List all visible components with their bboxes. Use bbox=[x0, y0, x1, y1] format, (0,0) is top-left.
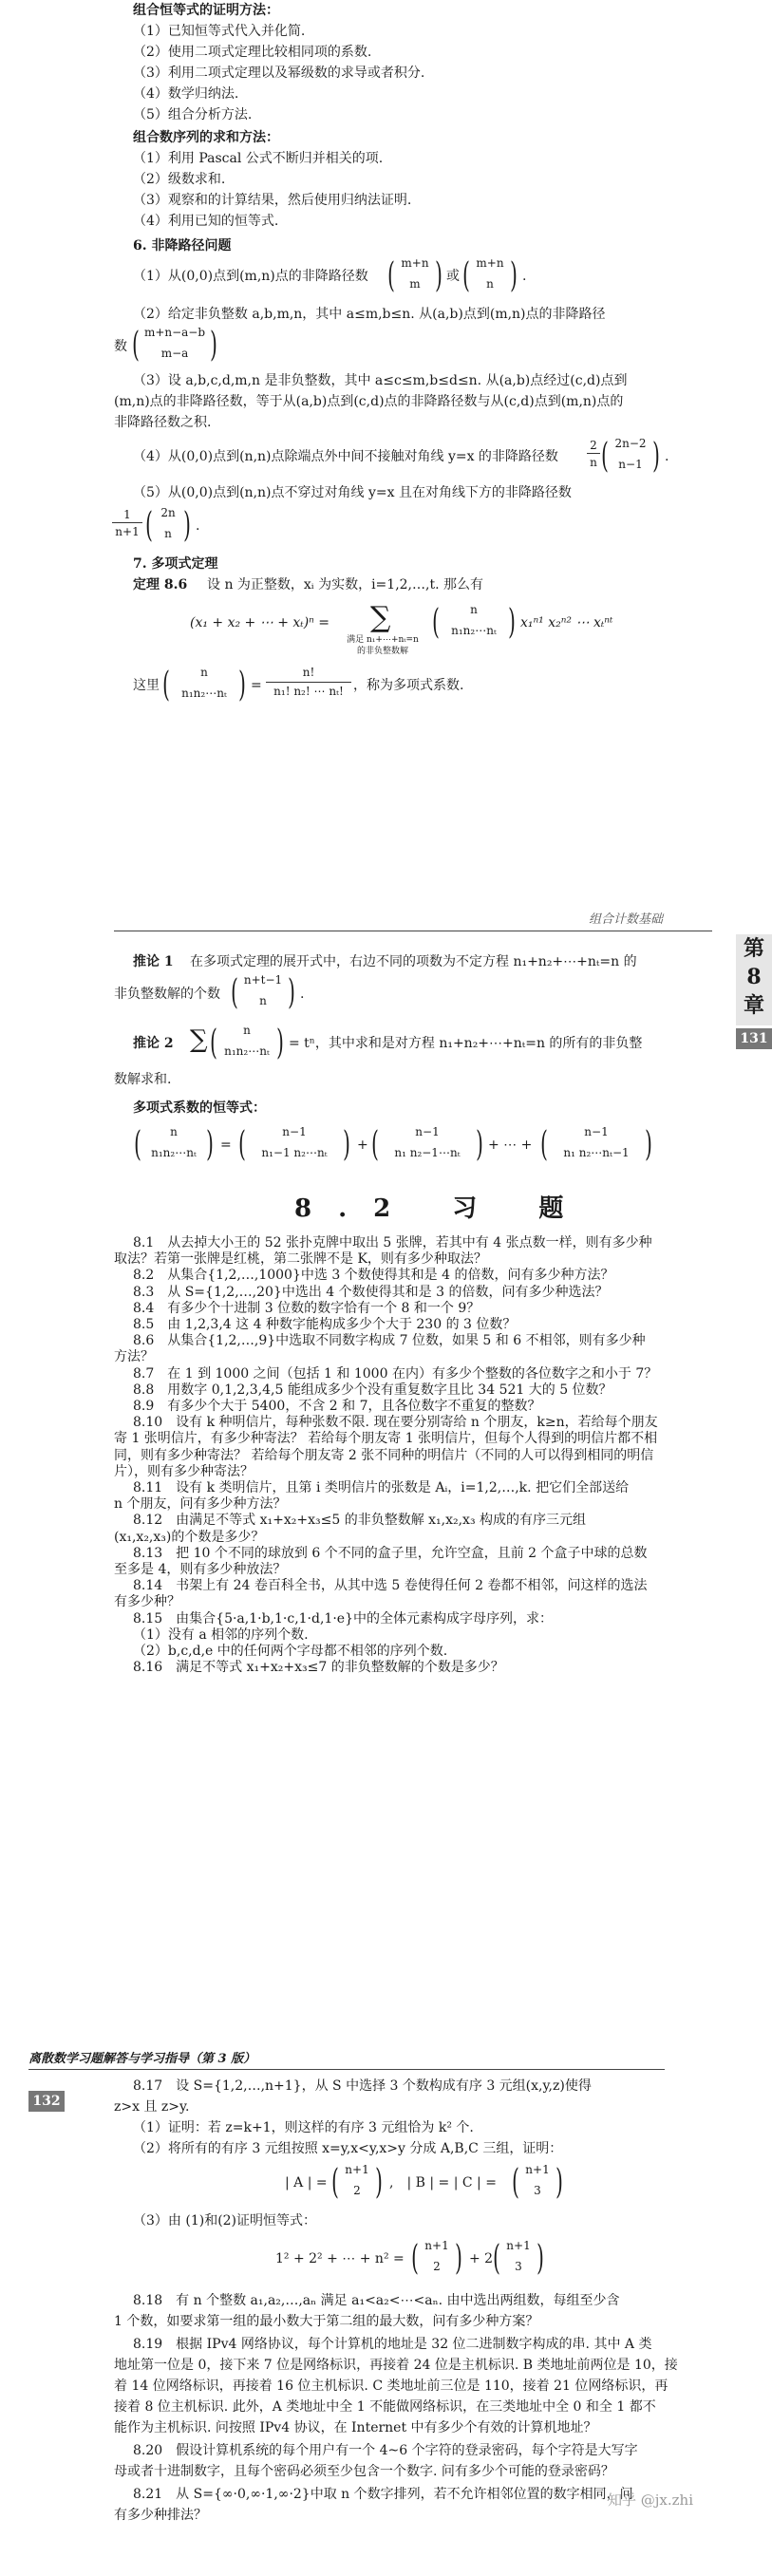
binom-left-paren: ( bbox=[134, 1125, 141, 1164]
exercise-text: 8.18 有 n 个整数 a₁,a₂,…,aₙ 满足 a₁<a₂<⋯<aₙ. 由中选出两组数，每组至少含 bbox=[133, 2293, 620, 2308]
equals: = bbox=[220, 1138, 232, 1153]
equals: = bbox=[251, 678, 262, 693]
binom-bottom: n₁n₂⋯nₜ bbox=[224, 1044, 270, 1058]
section-title: 8.2 习 题 bbox=[294, 1194, 591, 1223]
binom-right-paren: ) bbox=[210, 326, 217, 365]
binom-bottom: n bbox=[259, 994, 267, 1007]
section-7-heading: 7. 多项式定理 bbox=[133, 556, 218, 572]
binom-left-paren: ( bbox=[145, 506, 153, 545]
exercise-text: （2）将所有的有序 3 元组按照 x=y,x<y,x>y 分成 A,B,C 三组，证明： bbox=[133, 2141, 563, 2156]
exercise-line: 8.15 由集合{5·a,1·b,1·c,1·d,1·e}中的全体元素构成字母序列，求： bbox=[133, 1610, 553, 1626]
fraction-numerator: 2 bbox=[590, 439, 597, 452]
binom-left-paren: ( bbox=[132, 326, 140, 365]
exercise-text: 1 个数，如要求第一组的最小数大于第二组的最大数，问有多少种方案？ bbox=[114, 2314, 539, 2329]
identity-proof-heading: 组合恒等式的证明方法： bbox=[133, 3, 279, 18]
here-suffix: ，称为多项式系数. bbox=[353, 678, 464, 693]
fraction-denominator: n₁! n₂! ⋯ nₜ! bbox=[273, 685, 344, 698]
fraction-bar bbox=[266, 682, 351, 683]
binom-left-paren: ( bbox=[231, 973, 238, 1012]
binom-right-paren: ) bbox=[375, 2163, 383, 2202]
identity-heading: 多项式系数的恒等式： bbox=[133, 1100, 266, 1116]
watermark: 知乎 @jx.zhi bbox=[608, 2491, 694, 2509]
sum-method-heading: 组合数序列的求和方法： bbox=[133, 130, 279, 145]
plus-ellipsis: + ⋯ + bbox=[488, 1138, 533, 1153]
exercise-line: 8.5 由 1,2,3,4 这 4 种数字能构成多少个大于 230 的 3 位数？ bbox=[133, 1317, 517, 1332]
identity-method: （3）利用二项式定理以及幂级数的求导或者积分. bbox=[133, 66, 425, 81]
binom-left-paren: ( bbox=[493, 2239, 500, 2278]
binom-top: n−1 bbox=[584, 1125, 609, 1138]
exercise-line: 8.2 从集合{1,2,…,1000}中选 3 个数使得其和是 4 的倍数，问有多少种方法？ bbox=[133, 1268, 614, 1284]
binom-bottom: m bbox=[409, 277, 421, 291]
binom-right-paren: ) bbox=[206, 1125, 214, 1164]
binom-right-paren: ) bbox=[555, 2163, 563, 2202]
binom-bottom: n₁n₂⋯nₜ bbox=[151, 1146, 197, 1159]
exercise-line: 8.11 设有 k 类明信片，且第 i 类明信片的张数是 Aᵢ，i=1,2,…,k. 把它们全部送给 bbox=[133, 1480, 630, 1495]
exercise-text: 8.17 设 S={1,2,…,n+1}，从 S 中选择 3 个数构成有序 3 元组(x,y,z)使得 bbox=[133, 2078, 592, 2094]
exercise-text: 有多少种排法？ bbox=[114, 2508, 207, 2523]
identity-method: （4）数学归纳法. bbox=[133, 86, 239, 102]
binom-right-paren: ) bbox=[652, 437, 660, 476]
running-header: 离散数学习题解答与学习指导（第 3 版） bbox=[28, 2052, 256, 2066]
binom-bottom: n−1 bbox=[618, 458, 643, 471]
binom-bottom: n bbox=[486, 277, 494, 291]
binom-left-paren: ( bbox=[331, 2163, 339, 2202]
page-3 bbox=[0, 2051, 772, 2576]
binom-top: n+1 bbox=[525, 2163, 550, 2176]
exercise-line: 方法？ bbox=[114, 1349, 154, 1365]
fraction-denominator: n+1 bbox=[115, 525, 140, 538]
binom-left-paren: ( bbox=[432, 603, 440, 642]
binom-top: n bbox=[243, 1024, 251, 1037]
binom-left-paren: ( bbox=[411, 2239, 419, 2278]
sum-symbol: ∑ bbox=[370, 601, 391, 634]
binom-bottom: n₁−1 n₂⋯nₜ bbox=[261, 1146, 328, 1159]
exercise-line: （2）b,c,d,e 中的任何两个字母都不相邻的序列个数. bbox=[133, 1644, 448, 1659]
exercise-line: (x₁,x₂,x₃)的个数是多少？ bbox=[114, 1529, 265, 1545]
binom-bottom: n₁ n₂⋯nₜ−1 bbox=[563, 1146, 630, 1159]
theorem-text: 设 n 为正整数，xᵢ 为实数，i=1,2,…,t. 那么有 bbox=[207, 577, 483, 592]
binom-bottom: 3 bbox=[515, 2260, 522, 2273]
page-2 bbox=[0, 912, 772, 1685]
exercise-line: 有多少种？ bbox=[114, 1594, 180, 1610]
binom-top: n−1 bbox=[415, 1125, 440, 1138]
exercise-text: （1）证明：若 z=k+1，则这样的有序 3 元组恰为 k² 个. bbox=[133, 2120, 474, 2135]
section-6-heading: 6. 非降路径问题 bbox=[133, 238, 232, 254]
binom-top: m+n bbox=[401, 256, 429, 270]
sum-condition: 的非负整数解 bbox=[356, 647, 408, 656]
exercise-line: 8.9 有多少个大于 5400，不含 2 和 7，且各位数字不重复的整数？ bbox=[133, 1399, 541, 1414]
binom-right-paren: ) bbox=[288, 973, 295, 1012]
binom-top: n+t−1 bbox=[243, 973, 283, 987]
exercise-line: 8.10 设有 k 种明信片，每种张数不限. 现在要分别寄给 n 个朋友，k≥n，若给每个朋友 bbox=[133, 1415, 658, 1431]
exercise-line: 8.7 在 1 到 1000 之间（包括 1 和 1000 在内）有多少个整数的各位数字之和小于 7？ bbox=[133, 1365, 658, 1382]
page-number: 132 bbox=[28, 2091, 65, 2112]
exercise-line: 8.14 书架上有 24 卷百科全书，从其中选 5 卷使得任何 2 卷都不相邻，问这样的选法 bbox=[133, 1578, 648, 1594]
plus: + bbox=[357, 1138, 368, 1153]
exercise-line: 8.8 用数字 0,1,2,3,4,5 能组成多少个没有重复数字且比 34 521 大的 5 位数？ bbox=[133, 1382, 612, 1398]
plus-two: + 2 bbox=[469, 2251, 494, 2266]
exercise-text: 8.20 假设计算机系统的每个用户有一个 4~6 个字符的登录密码，每个字符是大写字 bbox=[133, 2443, 638, 2458]
or-text: 或 bbox=[446, 269, 460, 284]
exercise-line: （1）没有 a 相邻的序列个数. bbox=[133, 1626, 309, 1643]
path-item-3-cont: 非降路径数之积. bbox=[114, 415, 212, 430]
running-header: 组合计数基础 bbox=[589, 912, 664, 927]
binom-top: n+1 bbox=[424, 2239, 449, 2252]
binom-top: n+1 bbox=[345, 2163, 369, 2176]
formula-rhs: x₁ⁿ¹ x₂ⁿ² ⋯ xₜⁿᵗ bbox=[520, 615, 613, 630]
binom-right-paren: ) bbox=[645, 1125, 652, 1164]
exercise-line: 片），则有多少种寄法？ bbox=[114, 1463, 254, 1479]
sum-method: （2）级数求和. bbox=[133, 172, 226, 187]
exercise-line: 同，则有多少种寄法？ 若给每个朋友寄 2 张不同种的明信片（不同的人可以得到相同的明信 bbox=[114, 1447, 654, 1463]
exercise-text: 地址第一位是 0，接下来 7 位是网络标识，再接着 24 位是主机标识. B 类地址前两位是 10，接 bbox=[114, 2358, 678, 2373]
binom-left-paren: ( bbox=[238, 1125, 246, 1164]
sum-symbol: ∑ bbox=[190, 1025, 208, 1054]
binom-left-paren: ( bbox=[162, 666, 170, 705]
corollary-1-text: 在多项式定理的展开式中，右边不同的项数为不定方程 n₁+n₂+⋯+nₜ=n 的 bbox=[190, 954, 637, 969]
binom-top: n bbox=[170, 1125, 178, 1138]
fraction-bar bbox=[112, 522, 142, 523]
binom-top: n bbox=[470, 603, 478, 616]
corollary-1-label: 推论 1 bbox=[133, 954, 174, 969]
binom-right-paren: ) bbox=[510, 256, 518, 295]
exercise-text: 能作为主机标识. 问按照 IPv4 协议，在 Internet 中有多少个有效的计算机地址？ bbox=[114, 2420, 597, 2435]
identity-method: （1）已知恒等式代入并化简. bbox=[133, 24, 306, 39]
sum-method: （4）利用已知的恒等式. bbox=[133, 214, 279, 229]
period: . bbox=[300, 987, 305, 1002]
path-item-2: （2）给定非负整数 a,b,m,n，其中 a≤m,b≤n. 从(a,b)点到(m,n)点的非降路径 bbox=[133, 307, 606, 322]
binom-right-paren: ) bbox=[435, 256, 442, 295]
exercise-line: 8.1 从去掉大小王的 52 张扑克牌中取出 5 张牌，若其中有 4 张点数一样，则有多少种 bbox=[133, 1235, 652, 1250]
fraction-numerator: 1 bbox=[123, 508, 131, 521]
binom-bottom: 2 bbox=[353, 2184, 361, 2197]
square-sum-lhs: 1² + 2² + ⋯ + n² = bbox=[275, 2251, 405, 2266]
set-bc-size: , | B | = | C | = bbox=[389, 2175, 497, 2191]
exercise-line: 取法？若第一张牌是红桃，第二张牌不是 K，则有多少种取法？ bbox=[114, 1251, 487, 1268]
exercise-text: 着 14 位网络标识，再接着 16 位主机标识. C 类地址前三位是 110，接着 21 位网络标识，再 bbox=[114, 2379, 668, 2394]
formula-lhs: (x₁ + x₂ + ⋯ + xₜ)ⁿ = bbox=[190, 615, 330, 630]
binom-right-paren: ) bbox=[537, 2239, 544, 2278]
binom-left-paren: ( bbox=[210, 1024, 217, 1062]
binom-bottom: 2 bbox=[433, 2260, 441, 2273]
binom-right-paren: ) bbox=[455, 2239, 462, 2278]
binom-top: 2n−2 bbox=[614, 437, 647, 450]
identity-method: （2）使用二项式定理比较相同项的系数. bbox=[133, 45, 372, 60]
binom-top: m+n−a−b bbox=[143, 326, 206, 339]
page-1 bbox=[0, 0, 772, 584]
binom-top: 2n bbox=[160, 506, 176, 519]
binom-bottom: n₁n₂⋯nₜ bbox=[451, 624, 497, 637]
binom-right-paren: ) bbox=[238, 666, 246, 705]
fraction-denominator: n bbox=[590, 456, 597, 469]
exercise-line: 8.6 从集合{1,2,…,9}中选取不同数字构成 7 位数，如果 5 和 6 不相邻，则有多少种 bbox=[133, 1333, 646, 1349]
exercise-text: （3）由 (1)和(2)证明恒等式： bbox=[133, 2213, 317, 2228]
binom-left-paren: ( bbox=[462, 256, 470, 295]
binom-bottom: m−a bbox=[160, 347, 189, 360]
binom-left-paren: ( bbox=[371, 1125, 379, 1164]
binom-bottom: n bbox=[164, 527, 172, 540]
path-item-5: （5）从(0,0)点到(n,n)点不穿过对角线 y=x 且在对角线下方的非降路径数 bbox=[133, 485, 572, 500]
chapter-tab bbox=[736, 934, 772, 1025]
theorem-label: 定理 8.6 bbox=[133, 577, 188, 592]
sum-method: （3）观察和的计算结果，然后使用归纳法证明. bbox=[133, 193, 412, 208]
page-number: 131 bbox=[736, 1028, 772, 1049]
header-rule bbox=[28, 2069, 665, 2070]
exercise-text: 8.19 根据 IPv4 网络协议，每个计算机的地址是 32 位二进制数字构成的串. 其中 A 类 bbox=[133, 2337, 652, 2352]
exercise-text: 接着 8 位主机标识. 此外，A 类地址中全 1 不能做网络标识，在三类地址中全 0 和全 1 都不 bbox=[114, 2399, 656, 2415]
exercise-text: 母或者十进制数字，且每个密码必须至少包含一个数字. 问有多少个可能的登录密码？ bbox=[114, 2464, 614, 2479]
binom-bottom: 3 bbox=[534, 2184, 541, 2197]
theorem-block bbox=[0, 574, 772, 717]
period: . bbox=[665, 449, 669, 464]
sum-method: （1）利用 Pascal 公式不断归并相关的项. bbox=[133, 151, 384, 166]
exercise-line: 8.12 由满足不等式 x₁+x₂+x₃≤5 的非负整数解 x₁,x₂,x₃ 构成的有序三元组 bbox=[133, 1513, 587, 1529]
fraction-bar bbox=[587, 453, 600, 454]
binom-top: n+1 bbox=[506, 2239, 531, 2252]
binom-top: n bbox=[200, 666, 208, 679]
exercise-line: 8.16 满足不等式 x₁+x₂+x₃≤7 的非负整数解的个数是多少？ bbox=[133, 1660, 504, 1676]
binom-bottom: n₁ n₂−1⋯nₜ bbox=[394, 1146, 461, 1159]
chapter-tab-char: 8 bbox=[746, 965, 762, 989]
exercise-line: n 个朋友，问有多少种方法？ bbox=[114, 1496, 287, 1513]
path-item-4: （4）从(0,0)点到(n,n)点除端点外中间不接触对角线 y=x 的非降路径数 bbox=[133, 449, 558, 464]
binom-left-paren: ( bbox=[601, 437, 609, 476]
exercise-text: z>x 且 z>y. bbox=[114, 2099, 190, 2115]
binom-left-paren: ( bbox=[512, 2163, 519, 2202]
chapter-tab-char: 章 bbox=[743, 993, 764, 1018]
corollary-1-text: 非负整数解的个数 bbox=[114, 987, 220, 1002]
binom-bottom: n₁n₂⋯nₜ bbox=[181, 686, 227, 700]
binom-right-paren: ) bbox=[508, 603, 516, 642]
binom-right-paren: ) bbox=[183, 506, 191, 545]
identity-method: （5）组合分析方法. bbox=[133, 107, 253, 122]
exercise-line: 8.13 把 10 个不同的球放到 6 个不同的盒子里，允许空盒，且前 2 个盒子中球的总数 bbox=[133, 1545, 648, 1561]
exercise-line: 至多是 4，则有多少种放法？ bbox=[114, 1562, 287, 1577]
binom-right-paren: ) bbox=[476, 1125, 483, 1164]
binom-top: n−1 bbox=[282, 1125, 307, 1138]
exercise-line: 8.4 有多少个十进制 3 位数的数字恰有一个 8 和一个 9？ bbox=[133, 1300, 480, 1316]
period: . bbox=[522, 269, 527, 284]
binom-top: m+n bbox=[476, 256, 504, 270]
sum-condition: 满足 n₁+⋯+nₜ=n bbox=[347, 635, 419, 645]
chapter-tab-char: 第 bbox=[743, 936, 764, 961]
binom-right-paren: ) bbox=[343, 1125, 350, 1164]
path-item-3-cont: (m,n)点的非降路径数，等于从(a,b)点到(c,d)点的非降路径数与从(c,d)点到(m,n)点的 bbox=[114, 394, 624, 409]
set-a-size: | A | = bbox=[285, 2175, 328, 2191]
binom-right-paren: ) bbox=[276, 1024, 284, 1062]
binom-left-paren: ( bbox=[540, 1125, 548, 1164]
fraction-numerator: n! bbox=[302, 666, 315, 679]
exercise-text: 8.21 从 S={∞·0,∞·1,∞·2}中取 n 个数字排列，若不允许相邻位置的数字相同，问 bbox=[133, 2487, 633, 2502]
exercise-line: 8.3 从 S={1,2,…,20}中选出 4 个数使得其和是 3 的倍数，问有多少种选法？ bbox=[133, 1284, 609, 1300]
binom-left-paren: ( bbox=[387, 256, 395, 295]
here-prefix: 这里 bbox=[133, 678, 160, 693]
path-item-1: （1）从(0,0)点到(m,n)点的非降路径数 bbox=[133, 269, 368, 284]
path-item-2-cont: 数 bbox=[114, 339, 127, 354]
path-item-3: （3）设 a,b,c,d,m,n 是非负整数，其中 a≤c≤m,b≤d≤n. 从(a,b)点经过(c,d)点到 bbox=[133, 373, 628, 388]
period: . bbox=[196, 518, 200, 534]
corollary-2-text: 数解求和. bbox=[114, 1072, 172, 1087]
corollary-2-text: = tⁿ，其中求和是对方程 n₁+n₂+⋯+nₜ=n 的所有的非负整 bbox=[289, 1036, 643, 1051]
exercise-line: 寄 1 张明信片，有多少种寄法？ 若给每个朋友寄 1 张明信片，但每个人得到的明信片都不相 bbox=[114, 1431, 658, 1447]
corollary-2-label: 推论 2 bbox=[133, 1036, 174, 1051]
